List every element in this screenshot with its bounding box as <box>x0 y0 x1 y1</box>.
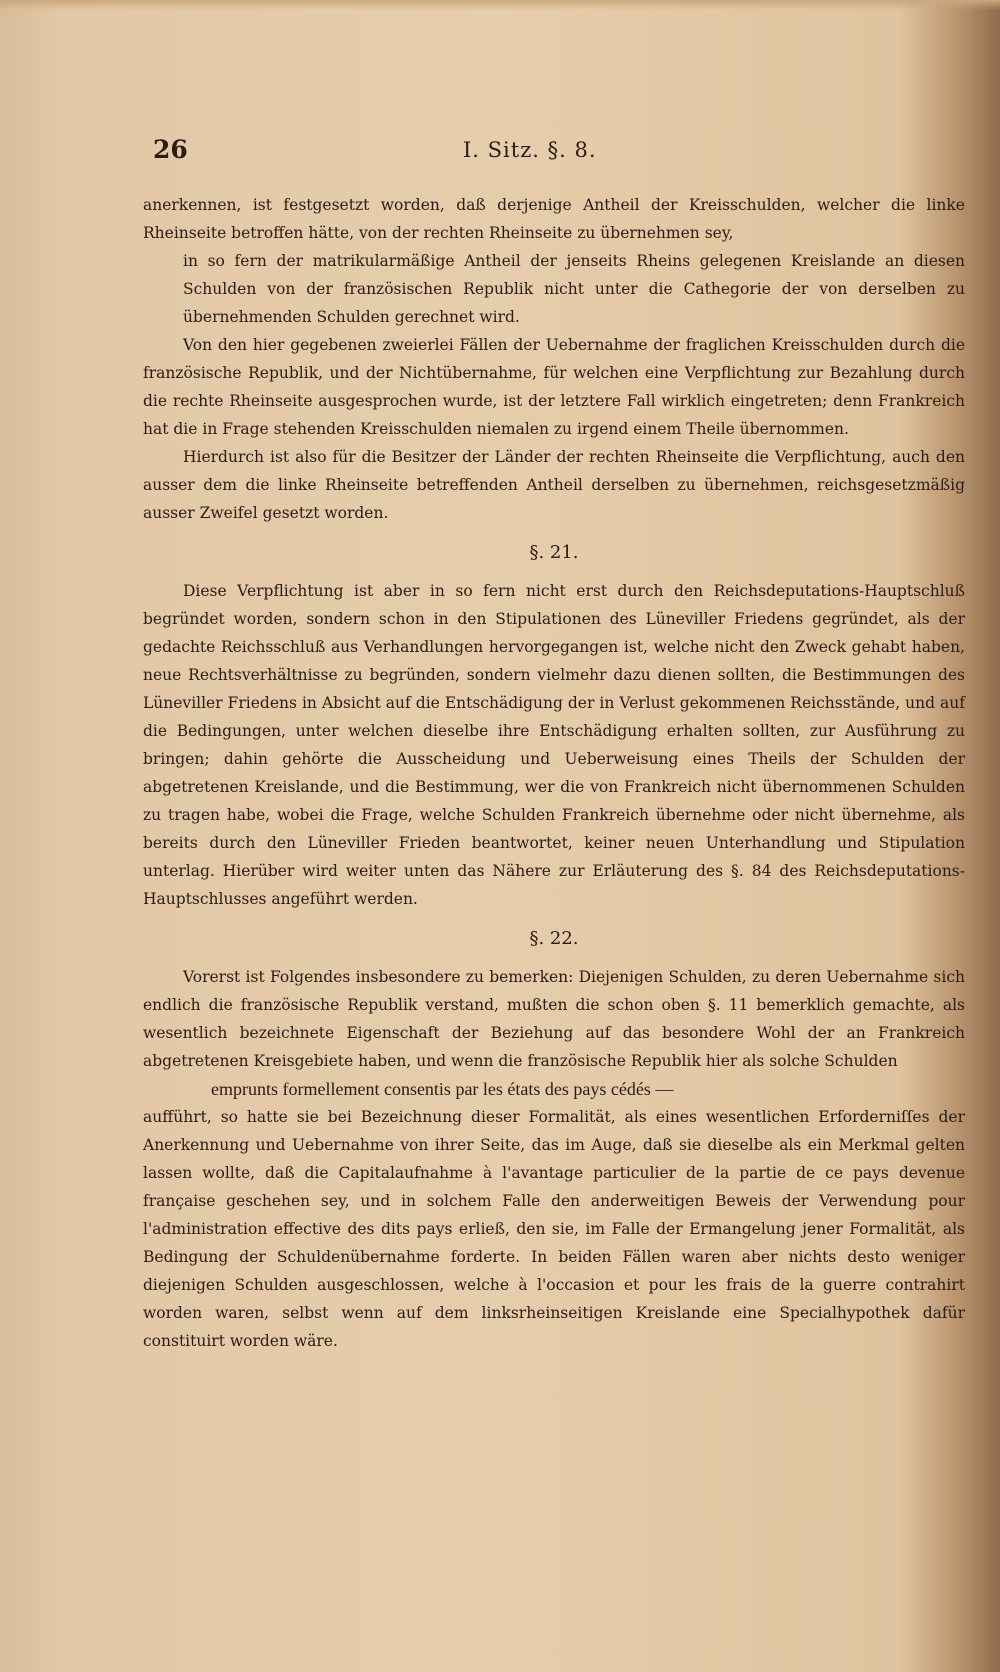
section-heading-22: §. 22. <box>529 928 579 949</box>
paragraph-5: Vorerst ist Folgendes insbesondere zu bemerken: Diejenigen Schulden, zu deren Uebernahme sich endlich die französische Republik verstand, mußten die schon oben §. 11 bemerklich gemachte, als wesentlich bezeichnete Eigenschaft der Beziehung auf das besondere Wohl der an Frankreich abgetretenen Kreisgebiete haben, und wenn die französische Republik hier als solche Schulden <box>143 968 965 1070</box>
paragraph-1-continued: in so fern der matrikularmäßige Antheil der jenseits Rheins gelegenen Kreislande an diesen Schulden von der französischen Republik nicht unter die Cathegorie der von derselben zu übernehmenden Schulden gerechnet wird. <box>183 252 965 326</box>
section-heading-21: §. 21. <box>529 542 579 563</box>
page-text <box>143 135 965 1355</box>
page-number: 26 <box>153 135 188 164</box>
paragraph-2: Von den hier gegebenen zweierlei Fällen der Uebernahme der fraglichen Kreisschulden durch die französische Republik, und der Nichtübernahme, für welchen eine Verpflichtung zur Bezahlung durch die rechte Rheinseite ausgesprochen wurde, ist der letztere Fall wirklich eingetreten; denn Frankreich hat die in Frage stehenden Kreisschulden niemalen zu irgend einem Theile übernommen. <box>143 336 965 438</box>
paragraph-4: Diese Verpflichtung ist aber in so fern nicht erst durch den Reichsdeputations-Hauptschluß begründet worden, sondern schon in den Stipulationen des Lüneviller Friedens gegründet, als der gedachte Reichsschluß aus Verhandlungen hervorgegangen ist, welche nicht den Zweck gehabt haben, neue Rechtsverhältnisse zu begründen, sondern vielmehr dazu dienen sollten, die Bestimmungen des Lüneviller Friedens in Absicht auf die Entschädigung der in Verlust gekommenen Reichsstände, und auf die Bedingungen, unter welchen dieselbe ihre Entschädigung erhalten sollten, zur Ausführung zu bringen; dahin gehörte die Ausscheidung und Ueberweisung eines Theils der Schulden der abgetretenen Kreislande, und die Bestimmung, wer die von Frankreich nicht übernommenen Schulden zu tragen habe, wobei die Frage, welche Schulden Frankreich übernehme oder nicht übernehme, als bereits durch den Lüneviller Frieden beantwortet, keiner neuen Unterhandlung und Stipulation unterlag. Hierüber wird weiter unten das Nähere zur Erläuterung des §. 84 des Reichsdeputations-Hauptschlusses angeführt werden. <box>143 582 965 908</box>
running-head: I. Sitz. §. 8. <box>463 138 597 162</box>
french-quote: emprunts formellement consentis par les états des pays cédés — <box>211 1079 674 1099</box>
page-edge-shadow <box>0 0 1000 10</box>
page-header <box>143 135 965 175</box>
paragraph-6: aufführt, so hatte sie bei Bezeichnung dieser Formalität, als eines wesentlichen Erforderniſſes der Anerkennung und Uebernahme von ihrer Seite, das im Auge, daß sie dieselbe als ein Merkmal gelten lassen wollte, daß die Capitalaufnahme à l'avantage particulier de la partie de ce pays devenue française geschehen sey, und in solchem Falle den anderweitigen Beweis der Verwendung pour l'administration effective des dits pays erließ, den sie, im Falle der Ermangelung jener Formalität, als Bedingung der Schuldenübernahme forderte. In beiden Fällen waren aber nichts desto weniger diejenigen Schulden ausgeschlossen, welche à l'occasion et pour les frais de la guerre contrahirt worden waren, selbst wenn auf dem linksrheinseitigen Kreislande eine Specialhypothek dafür constituirt worden wäre. <box>143 1108 965 1350</box>
paragraph-1: anerkennen, ist festgesetzt worden, daß derjenige Antheil der Kreisschulden, welcher die linke Rheinseite betroffen hätte, von der rechten Rheinseite zu übernehmen sey, <box>143 196 965 242</box>
paragraph-3: Hierdurch ist also für die Besitzer der Länder der rechten Rheinseite die Verpflichtung, auch den ausser dem die linke Rheinseite betreffenden Antheil derselben zu übernehmen, reichsgesetzmäßig ausser Zweifel gesetzt worden. <box>143 448 965 522</box>
